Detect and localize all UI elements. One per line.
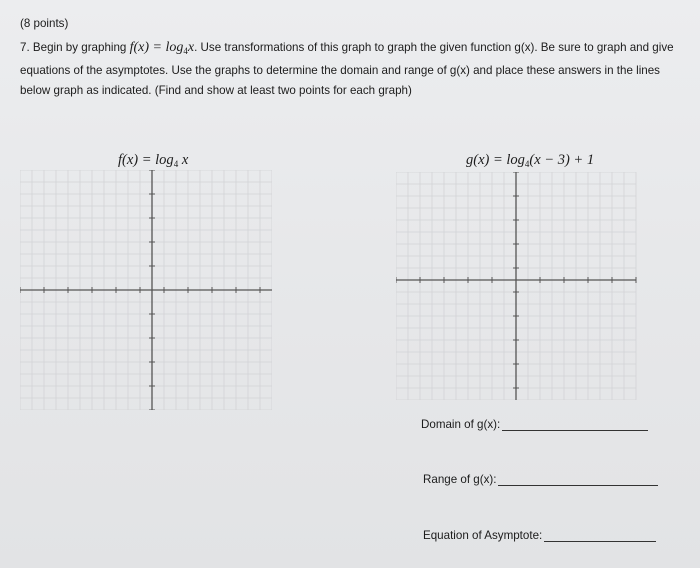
graph-f-label-prefix: f(x) = log [118,152,174,168]
graph-f-grid [20,170,272,410]
graph-f-label [118,152,188,169]
asymptote-label: Equation of Asymptote: [423,529,543,542]
f-def-text: f(x) = log [129,40,184,55]
points-label: (8 points) [20,17,69,30]
problem-text-body: . Use transformations of this graph to graph the given function g(x). Be sure to graph and give equations of the asymptotes. Use the graphs to determine the domain and range of g(x) and place these answers in the lines below graph as indicated. (Find and show at least two points for each graph) [20,41,674,97]
graph-g-label-arg: (x − 3) + 1 [529,152,595,168]
domain-answer [421,418,648,431]
graph-g-grid [396,172,642,400]
domain-label: Domain of g(x): [421,418,501,431]
graph-g-label-prefix: g(x) = log [466,152,525,168]
graph-f-label-base: 4 [173,159,179,169]
problem-text [20,38,685,101]
asymptote-answer [423,529,656,542]
problem-statement [20,14,685,101]
graph-g-label-base: 4 [524,159,530,169]
range-blank[interactable] [498,473,658,486]
graph-g-label [466,152,594,169]
f-def-arg: x [187,40,195,55]
f-definition [130,40,194,55]
asymptote-blank[interactable] [544,529,656,542]
problem-number: 7. [20,41,30,54]
graph-f-label-arg: x [178,152,189,168]
range-answer [423,473,658,486]
problem-text-intro: Begin by graphing [32,41,127,54]
range-label: Range of g(x): [423,473,497,486]
domain-blank[interactable] [502,418,648,431]
f-def-base: 4 [183,46,188,56]
